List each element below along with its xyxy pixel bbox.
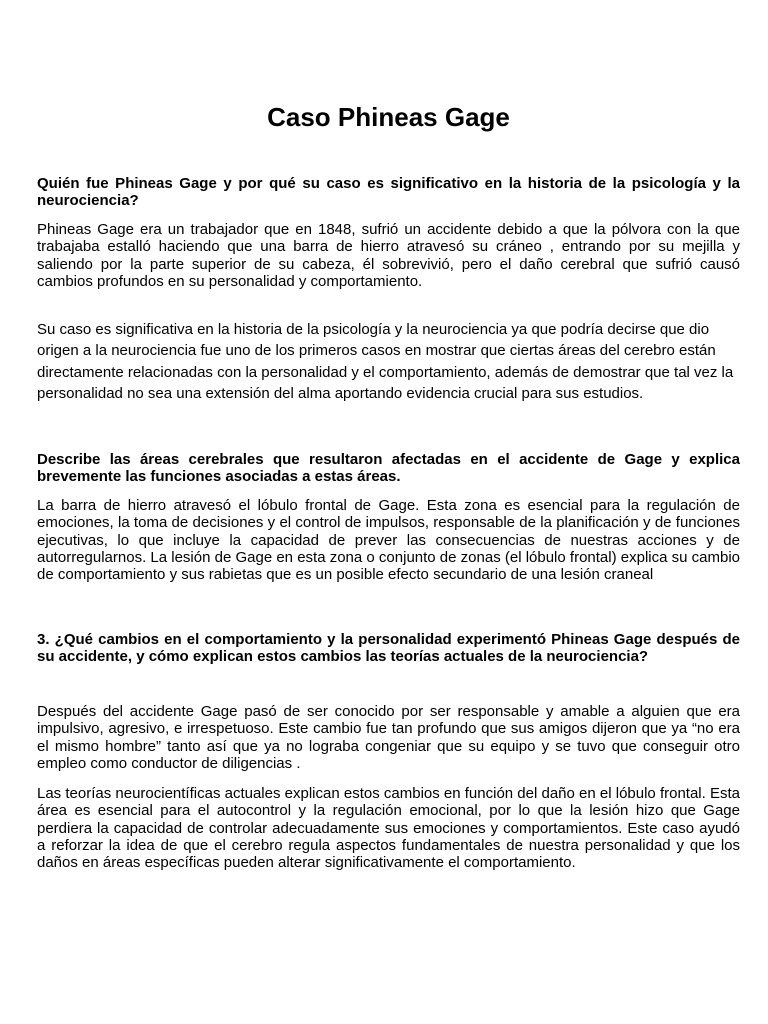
answer-3-paragraph-1: Después del accidente Gage pasó de ser conocido por ser responsable y amable a alguien que era impulsivo, agresivo, e irrespetuoso. Este cambio fue tan profundo que sus amigos dijeron que ya “no era el mismo hombre” tanto así que ya no lograba congeniar que su equipo y se tuvo que conseguir otro empleo como conductor de diligencias . xyxy=(37,703,740,772)
question-2: Describe las áreas cerebrales que resultaron afectadas en el accidente de Gage y explica brevemente las funciones asociadas a estas áreas. xyxy=(37,451,740,486)
answer-1-paragraph-1: Phineas Gage era un trabajador que en 1848, sufrió un accidente debido a que la pólvora con la que trabajaba estalló haciendo que una barra de hierro atravesó su cráneo , entrando por su mejilla y saliendo por la parte superior de su cabeza, él sobrevivió, pero el daño cerebral que sufrió causó cambios profundos en su personalidad y comportamiento. xyxy=(37,221,740,290)
document-title: Caso Phineas Gage xyxy=(267,102,510,132)
answer-1-paragraph-2: Su caso es significativa en la historia de la psicología y la neurociencia ya que podría decirse que dio origen a la neurociencia fue uno de los primeros casos en mostrar que ciertas áreas del cerebro están directamente relacionadas con la personalidad y el comportamiento, además de demostrar que tal vez la personalidad no sea una extensión del alma aportando evidencia crucial para sus estudios. xyxy=(37,321,734,402)
question-3: 3. ¿Qué cambios en el comportamiento y la personalidad experimentó Phineas Gage después de su accidente, y cómo explican estos cambios las teorías actuales de la neurociencia? xyxy=(37,631,740,666)
answer-2-paragraph-1: La barra de hierro atravesó el lóbulo frontal de Gage. Esta zona es esencial para la regulación de emociones, la toma de decisiones y el control de impulsos, responsable de la planificación y de funciones ejecutivas, lo que incluye la capacidad de prever las consecuencias de nuestras acciones y de autorregularnos. La lesión de Gage en esta zona o conjunto de zonas (el lóbulo frontal) explica su cambio de comportamiento y sus rabietas que es un posible efecto secundario de una lesión craneal xyxy=(37,497,740,584)
question-1: Quién fue Phineas Gage y por qué su caso es significativo en la historia de la psicología y la neurociencia? xyxy=(37,175,740,210)
answer-3-paragraph-2: Las teorías neurocientíficas actuales explican estos cambios en función del daño en el lóbulo frontal. Esta área es esencial para el autocontrol y la regulación emocional, por lo que la lesión hizo que Gage perdiera la capacidad de controlar adecuadamente sus emociones y comportamientos. Este caso ayudó a reforzar la idea de que el cerebro regula aspectos fundamentales de nuestra personalidad y que los daños en áreas específicas pueden alterar significativamente el comportamiento. xyxy=(37,785,740,872)
